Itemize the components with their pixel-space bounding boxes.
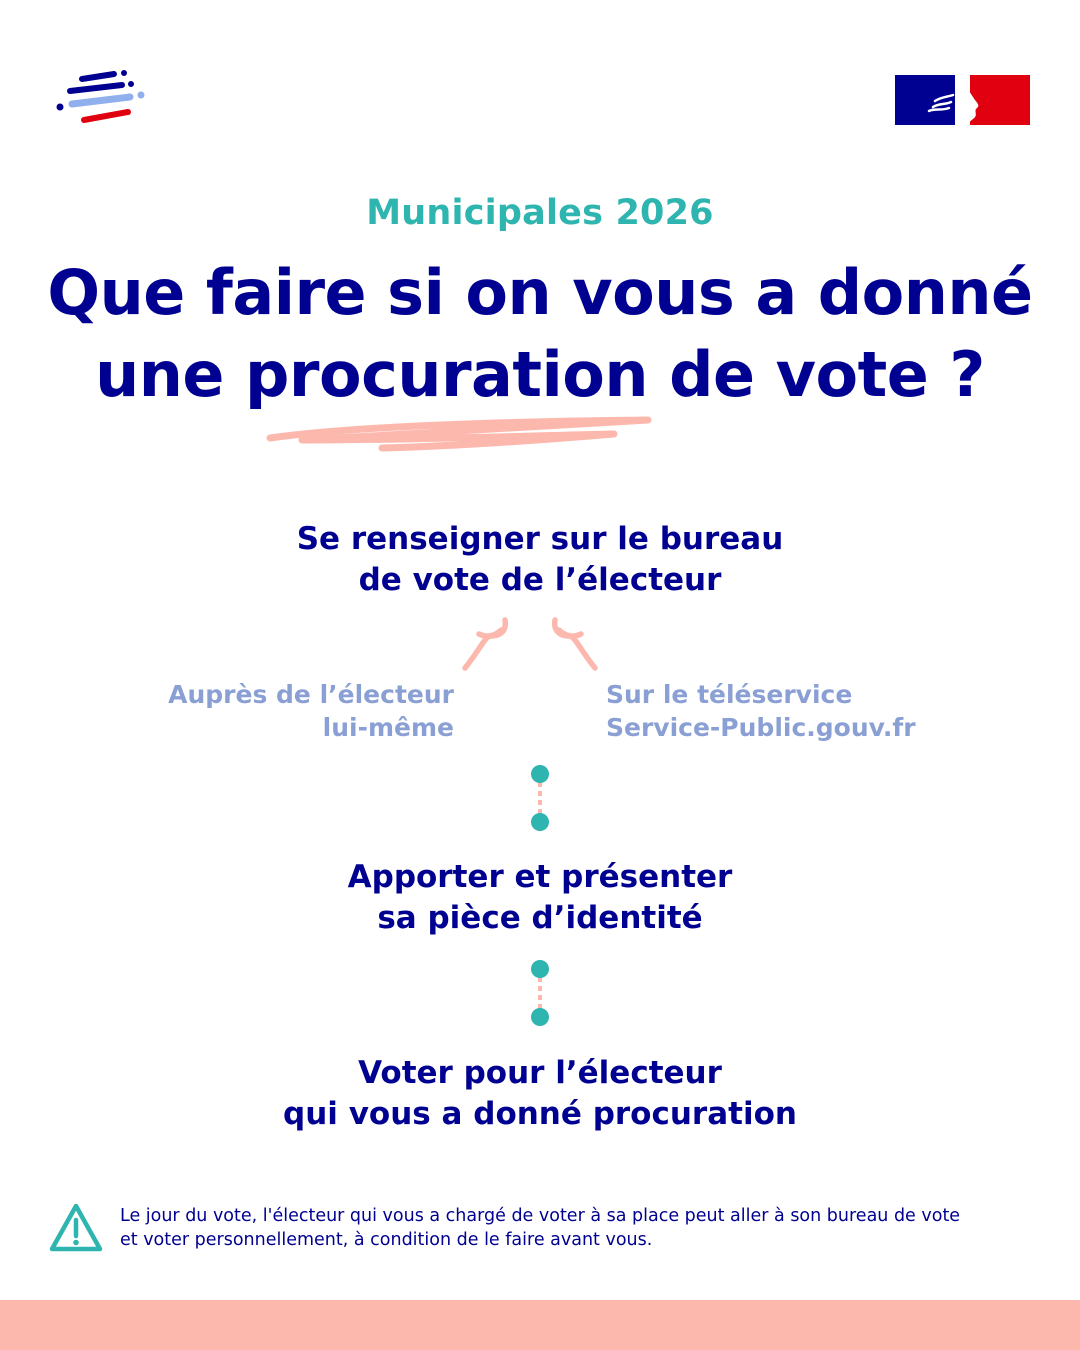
option-left: [168, 678, 454, 744]
step-3-line-1: Voter pour l’électeur: [358, 1055, 722, 1091]
step-2-line-1: Apporter et présenter: [347, 859, 733, 895]
kicker-label: Municipales 2026: [366, 193, 714, 233]
option-left-line-2: lui-même: [322, 713, 454, 742]
step-1: [0, 519, 1080, 601]
warning-line-2: et voter personnellement, à condition de le faire avant vous.: [120, 1230, 653, 1250]
title-line-2: une procuration de vote ?: [95, 338, 985, 411]
step-1-line-2: de vote de l’électeur: [358, 562, 722, 598]
step-3: [0, 1053, 1080, 1135]
step-1-line-1: Se renseigner sur le bureau: [296, 521, 784, 557]
step-2-line-2: sa pièce d’identité: [377, 900, 703, 936]
republique-francaise-flag-icon: [895, 75, 1030, 125]
warning-triangle-icon: [48, 1202, 104, 1254]
branch-arrows-icon: [455, 614, 605, 676]
step-connector-2: [528, 959, 552, 1027]
option-right: [606, 678, 916, 744]
step-2: [0, 857, 1080, 939]
option-right-line-2: Service-Public.gouv.fr: [606, 713, 916, 742]
warning-line-1: Le jour du vote, l'électeur qui vous a chargé de voter à sa place peut aller à son bureau de vote: [120, 1206, 961, 1226]
step-3-line-2: qui vous a donné procuration: [283, 1096, 797, 1132]
footer-band: [0, 1300, 1080, 1350]
warning-text: [120, 1204, 1040, 1252]
scribble-underline: [262, 410, 656, 460]
option-left-line-1: Auprès de l’électeur: [168, 680, 454, 709]
title-line-1: Que faire si on vous a donné: [47, 256, 1033, 329]
page-title: [0, 252, 1080, 416]
brand-logo-icon: [52, 64, 152, 134]
step-connector-1: [528, 764, 552, 832]
option-right-line-1: Sur le téléservice: [606, 680, 853, 709]
